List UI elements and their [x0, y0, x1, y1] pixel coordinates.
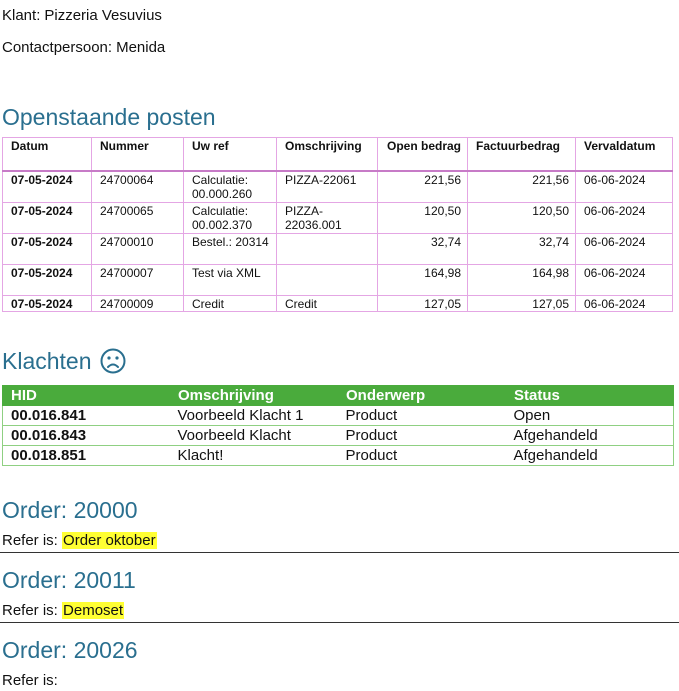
- cell-datum: 07-05-2024: [3, 265, 92, 296]
- col-header-open-bedrag: Open bedrag: [378, 138, 468, 172]
- table-row: [3, 203, 673, 234]
- contact-label: Contactpersoon:: [2, 39, 113, 56]
- cell-datum: 07-05-2024: [3, 296, 92, 312]
- cell-factuurbedrag: 164,98: [468, 265, 576, 296]
- cell-uw-ref: Test via XML: [184, 265, 277, 296]
- contact-line: [2, 39, 165, 57]
- cell-onderwerp: Product: [338, 446, 506, 466]
- order-ref-label: Refer is:: [2, 672, 58, 689]
- order-ref-label: Refer is:: [2, 532, 58, 549]
- cell-open-bedrag: 164,98: [378, 265, 468, 296]
- open-items-title: Openstaande posten: [2, 104, 216, 130]
- cell-omschrijving: PIZZA-22036.001: [277, 203, 378, 234]
- order-ref-value: Order oktober: [63, 532, 156, 549]
- complaints-title: Klachten: [2, 348, 92, 374]
- cell-hid: 00.016.841: [3, 406, 170, 426]
- order-ref-label: Refer is:: [2, 602, 58, 619]
- cell-uw-ref: Calculatie: 00.000.260: [184, 171, 277, 203]
- order-ref-line: [2, 672, 58, 690]
- col-header-onderwerp: Onderwerp: [338, 386, 506, 406]
- table-row: [3, 296, 673, 312]
- cell-nummer: 24700010: [92, 234, 184, 265]
- cell-open-bedrag: 120,50: [378, 203, 468, 234]
- complaints-heading: [2, 347, 126, 375]
- client-value: Pizzeria Vesuvius: [44, 7, 162, 24]
- divider: [0, 552, 679, 553]
- cell-factuurbedrag: 32,74: [468, 234, 576, 265]
- cell-nummer: 24700007: [92, 265, 184, 296]
- col-header-nummer: Nummer: [92, 138, 184, 172]
- table-row: [3, 406, 674, 426]
- cell-vervaldatum: 06-06-2024: [576, 265, 673, 296]
- cell-uw-ref: Calculatie: 00.002.370: [184, 203, 277, 234]
- cell-status: Afgehandeld: [506, 426, 674, 446]
- cell-open-bedrag: 221,56: [378, 171, 468, 203]
- cell-omschrijving: [277, 234, 378, 265]
- col-header-factuurbedrag: Factuurbedrag: [468, 138, 576, 172]
- complaints-table: [2, 385, 674, 466]
- cell-omschrijving: Voorbeeld Klacht 1: [170, 406, 338, 426]
- cell-omschrijving: Credit: [277, 296, 378, 312]
- order-title: Order: 20000: [2, 497, 138, 523]
- cell-omschrijving: Klacht!: [170, 446, 338, 466]
- cell-status: Afgehandeld: [506, 446, 674, 466]
- cell-onderwerp: Product: [338, 406, 506, 426]
- cell-onderwerp: Product: [338, 426, 506, 446]
- cell-open-bedrag: 32,74: [378, 234, 468, 265]
- order-title: Order: 20011: [2, 567, 136, 593]
- order-ref-value: Demoset: [63, 602, 124, 619]
- cell-uw-ref: Bestel.: 20314: [184, 234, 277, 265]
- table-header-row: [3, 386, 674, 406]
- cell-nummer: 24700009: [92, 296, 184, 312]
- contact-value: Menida: [116, 39, 166, 56]
- table-row: [3, 446, 674, 466]
- cell-nummer: 24700065: [92, 203, 184, 234]
- divider: [0, 622, 679, 623]
- cell-vervaldatum: 06-06-2024: [576, 171, 673, 203]
- col-header-omschrijving: Omschrijving: [170, 386, 338, 406]
- table-header-row: [3, 138, 673, 172]
- col-header-hid: HID: [3, 386, 170, 406]
- col-header-vervaldatum: Vervaldatum: [576, 138, 673, 172]
- order-ref-line: [2, 602, 124, 620]
- order-ref-line: [2, 532, 157, 550]
- cell-hid: 00.016.843: [3, 426, 170, 446]
- cell-nummer: 24700064: [92, 171, 184, 203]
- cell-omschrijving: [277, 265, 378, 296]
- client-label: Klant:: [2, 7, 41, 24]
- cell-factuurbedrag: 221,56: [468, 171, 576, 203]
- col-header-datum: Datum: [3, 138, 92, 172]
- cell-datum: 07-05-2024: [3, 203, 92, 234]
- cell-datum: 07-05-2024: [3, 171, 92, 203]
- cell-status: Open: [506, 406, 674, 426]
- col-header-uw-ref: Uw ref: [184, 138, 277, 172]
- col-header-omschrijving: Omschrijving: [277, 138, 378, 172]
- cell-omschrijving: Voorbeeld Klacht: [170, 426, 338, 446]
- cell-factuurbedrag: 120,50: [468, 203, 576, 234]
- table-row: [3, 265, 673, 296]
- order-title: Order: 20026: [2, 637, 138, 663]
- cell-datum: 07-05-2024: [3, 234, 92, 265]
- col-header-status: Status: [506, 386, 674, 406]
- cell-factuurbedrag: 127,05: [468, 296, 576, 312]
- cell-vervaldatum: 06-06-2024: [576, 296, 673, 312]
- cell-uw-ref: Credit: [184, 296, 277, 312]
- sad-face-icon: [100, 348, 126, 374]
- cell-vervaldatum: 06-06-2024: [576, 203, 673, 234]
- table-row: [3, 426, 674, 446]
- table-row: [3, 171, 673, 203]
- cell-vervaldatum: 06-06-2024: [576, 234, 673, 265]
- table-row: [3, 234, 673, 265]
- cell-open-bedrag: 127,05: [378, 296, 468, 312]
- cell-hid: 00.018.851: [3, 446, 170, 466]
- client-line: [2, 7, 162, 25]
- cell-omschrijving: PIZZA-22061: [277, 171, 378, 203]
- open-items-table: [2, 137, 673, 312]
